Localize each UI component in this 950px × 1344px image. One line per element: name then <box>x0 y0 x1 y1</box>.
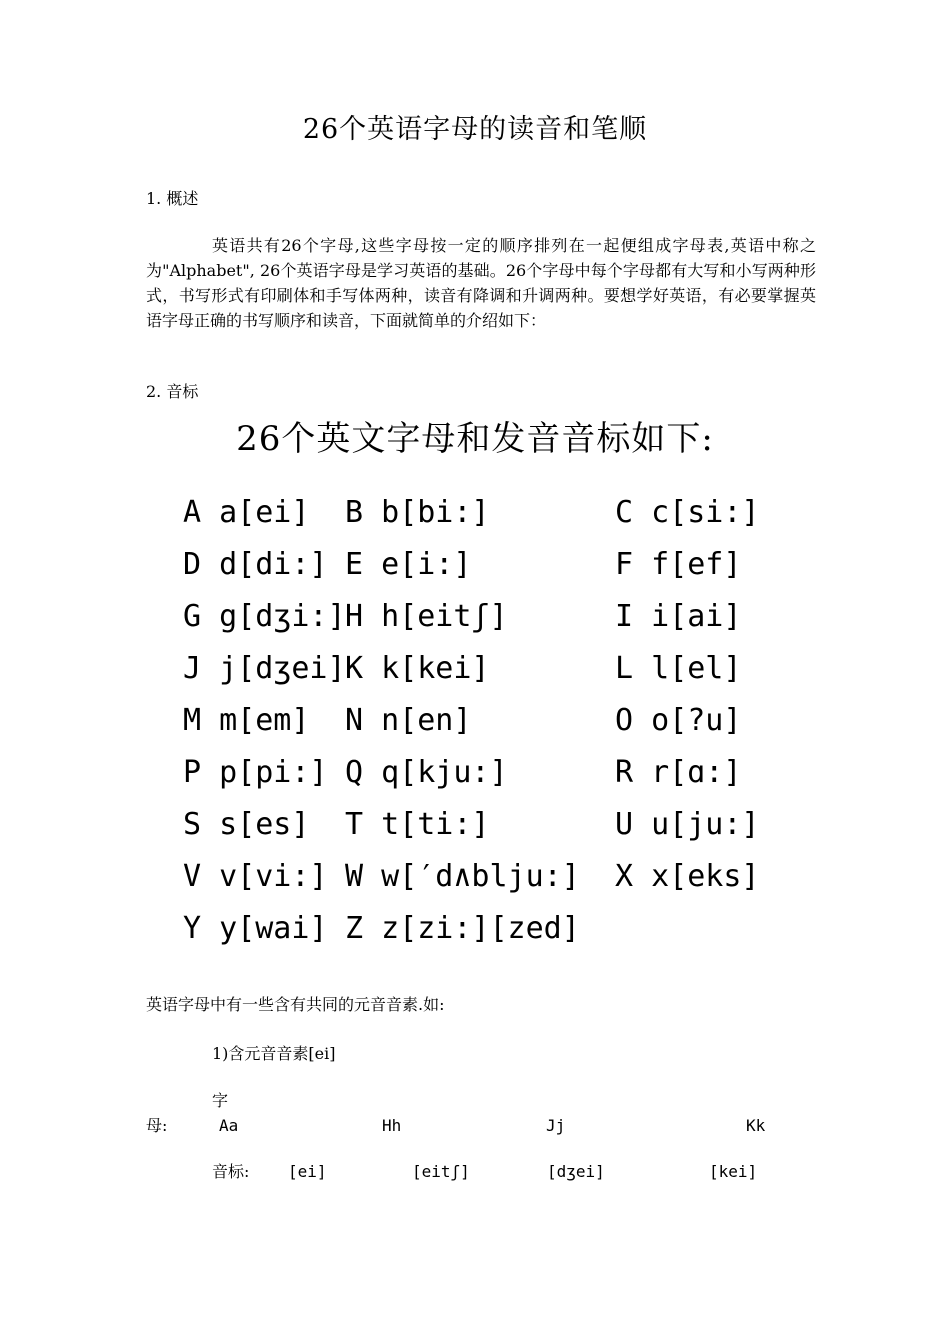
alphabet-entry: P p[pi:] <box>183 755 328 790</box>
alphabet-entry: M m[em] <box>183 703 310 738</box>
alphabet-row <box>183 594 803 640</box>
letters-label-line2: 母: <box>146 1116 168 1135</box>
alphabet-row <box>183 854 803 900</box>
overview-paragraph: 英语共有26个字母,这些字母按一定的顺序排列在一起便组成字母表,英语中称之为"Alphabet", 26个英语字母是学习英语的基础。26个字母中每个字母都有大写和小写两种形式，书写形式有印刷体和手写体两种，读音有降调和升调两种。要想学好英语，有必要掌握英语字母正确的书写顺序和读音，下面就简单的介绍如下： <box>146 236 816 330</box>
phonetic-symbol: [dʒei] <box>547 1162 605 1181</box>
letter-pair: Jj <box>546 1116 566 1135</box>
vowel-group-label: 1)含元音音素[ei] <box>212 1044 336 1063</box>
alphabet-entry: K k[kei] <box>345 651 490 686</box>
alphabet-row <box>183 490 803 536</box>
alphabet-row <box>183 646 803 692</box>
alphabet-row <box>183 542 803 588</box>
page-title: 26个英语字母的读音和笔顺 <box>302 114 648 145</box>
phonetic-symbol: [eitʃ] <box>412 1162 470 1181</box>
alphabet-entry: C c[si:] <box>615 495 760 530</box>
alphabet-entry: Z z[zi:][zed] <box>345 911 580 946</box>
alphabet-entry: U u[ju:] <box>615 807 760 842</box>
alphabet-entry: O o[?u] <box>615 703 742 738</box>
alphabet-entry: Q q[kju:] <box>345 755 508 790</box>
alphabet-row <box>183 750 803 796</box>
letters-label-line1: 字 <box>212 1091 229 1110</box>
alphabet-row <box>183 802 803 848</box>
alphabet-entry: W w[′d∧blju:] <box>345 859 580 894</box>
phonetic-symbol: [kei] <box>709 1162 758 1181</box>
alphabet-entry: J j[dʒei] <box>183 651 346 686</box>
alphabet-entry: A a[ei] <box>183 495 310 530</box>
letter-pair: Kk <box>746 1116 766 1135</box>
alphabet-entry: X x[eks] <box>615 859 760 894</box>
alphabet-entry: Y y[wai] <box>183 911 328 946</box>
alphabet-entry: S s[es] <box>183 807 310 842</box>
alphabet-entry: T t[ti:] <box>345 807 490 842</box>
letter-pair: Hh <box>382 1116 402 1135</box>
alphabet-entry: G g[dʒi:] <box>183 599 346 634</box>
alphabet-row <box>183 698 803 744</box>
alphabet-entry: F f[ef] <box>615 547 742 582</box>
phonetics-label: 音标: <box>212 1162 250 1181</box>
letter-pair: Aa <box>219 1116 239 1135</box>
alphabet-row <box>183 906 803 952</box>
alphabet-entry: V v[vi:] <box>183 859 328 894</box>
alphabet-entry: I i[ai] <box>615 599 742 634</box>
section-heading-phonetic: 2. 音标 <box>146 382 199 401</box>
alphabet-entry: H h[eitʃ] <box>345 599 508 634</box>
alphabet-entry: R r[ɑ:] <box>615 755 742 790</box>
alphabet-heading: 26个英文字母和发音音标如下: <box>236 419 714 459</box>
section-heading-overview: 1. 概述 <box>146 189 199 208</box>
alphabet-entry: N n[en] <box>345 703 472 738</box>
alphabet-entry: D d[di:] <box>183 547 328 582</box>
alphabet-entry: B b[bi:] <box>345 495 490 530</box>
alphabet-entry: L l[el] <box>615 651 742 686</box>
vowel-intro: 英语字母中有一些含有共同的元音音素.如: <box>146 995 445 1014</box>
alphabet-entry: E e[i:] <box>345 547 472 582</box>
phonetic-symbol: [ei] <box>288 1162 327 1181</box>
